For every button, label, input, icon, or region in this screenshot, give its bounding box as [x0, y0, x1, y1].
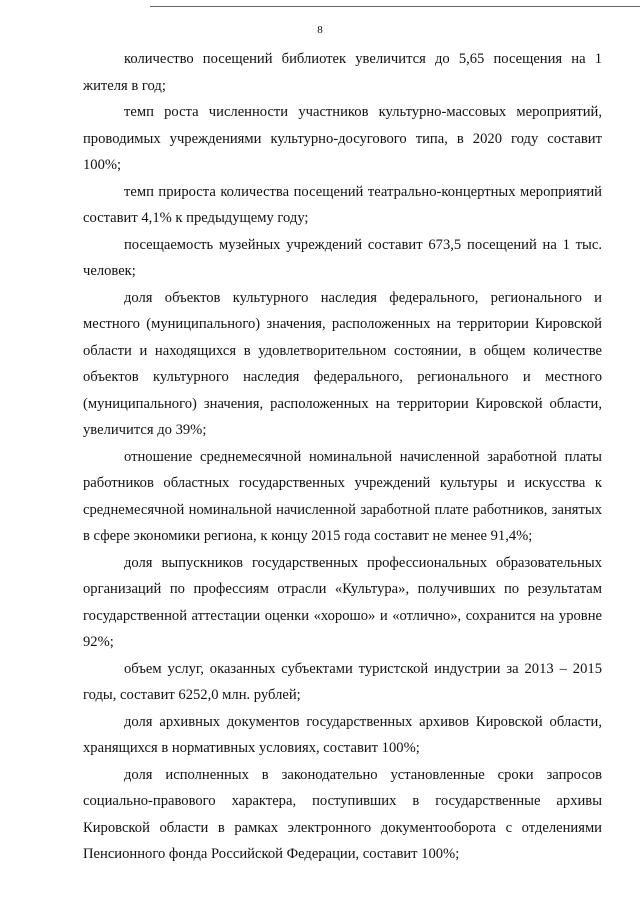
paragraph-salary-ratio: отношение среднемесячной номинальной начисленной заработной платы работников областных государственных учреждений культуры и искусства к среднемесячной номинальной начисленной заработной плате работников, занятых в сфере экономики региона, к концу 2015 года составит не менее 91,4%;: [83, 448, 602, 544]
paragraph-library-visits: количество посещений библиотек увеличится до 5,65 посещения на 1 жителя в год;: [83, 51, 602, 94]
top-rule-line: [150, 6, 640, 7]
paragraph-graduates: доля выпускников государственных профессиональных образовательных организаций по профессиям отрасли «Культура», получивших по результатам государственной аттестации оценки «хорошо» и «отлично», сохранится на уровне 92%;: [83, 554, 602, 650]
page-number: 8: [317, 24, 323, 36]
paragraph-archive-requests: доля исполненных в законодательно установленные сроки запросов социально-правового характера, поступивших в государственные архивы Кировской области в рамках электронного документооборота с отделениями Пенсионного фонда Российской Федерации, составит 100%;: [83, 766, 602, 862]
paragraph-tourism-services: объем услуг, оказанных субъектами туристской индустрии за 2013 – 2015 годы, составит 6252,0 млн. рублей;: [83, 660, 602, 703]
paragraph-theatre-concert-visits: темп прироста количества посещений театрально-концертных мероприятий составит 4,1% к предыдущему году;: [83, 183, 602, 226]
paragraph-archive-documents: доля архивных документов государственных архивов Кировской области, хранящихся в нормативных условиях, составит 100%;: [83, 713, 602, 756]
paragraph-heritage-objects: доля объектов культурного наследия федерального, регионального и местного (муниципального) значения, расположенных на территории Кировской области и находящихся в удовлетворительном состоянии, в общем количестве объектов культурного наследия федерального, регионального и местного (муниципального) значения, расположенных на территории Кировской области, увеличится до 39%;: [83, 289, 602, 438]
paragraph-museum-attendance: посещаемость музейных учреждений составит 673,5 посещений на 1 тыс. человек;: [83, 236, 602, 279]
paragraph-cultural-events-growth: темп роста численности участников культурно-массовых мероприятий, проводимых учреждениями культурно-досугового типа, в 2020 году составит 100%;: [83, 104, 602, 173]
document-body: [83, 46, 602, 868]
